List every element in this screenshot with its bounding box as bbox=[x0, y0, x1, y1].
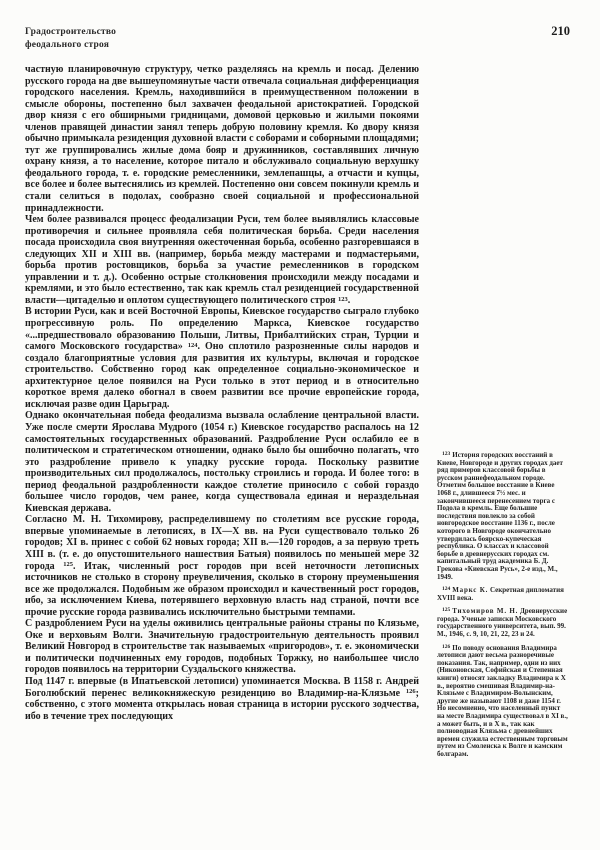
running-header bbox=[25, 26, 116, 52]
paragraph-text: . bbox=[347, 294, 351, 306]
footnote-text: Секретная дипломатия XVIII века. bbox=[437, 586, 564, 602]
footnote-number: 126 bbox=[442, 643, 451, 650]
footnote-text: По поводу основания Владимира летописи дают весьма разноречивые показания. Так, например, одни из них (Никоновская, Софийская и Степенная книги) относят закладку Владимира к X в., вероятно смешивая Владимир-на-Клязьме с Владимиром-Волынским, другие же называют 1108 и даже 1154 г. Но несомненно, что населенный пункт на месте Владимира существовал в XI в., а может быть, и в X в., так как полноводная Клязьма с древнейших времен служила естественным торговым путем из Смоленска к Волге и камским болгарам. bbox=[437, 643, 568, 758]
footnote-125 bbox=[437, 608, 568, 638]
footnote-author: Тихомиров М. Н. bbox=[452, 607, 519, 616]
footnote-number: 123 bbox=[442, 451, 451, 458]
paragraph-text: С раздроблением Руси на уделы оживились центральные районы страны по Клязьме, Оке и верховьям Волги. Значительную градостроительную деятельность проявил Великий Новгород в строительстве так называемых «пригородов», т. е. экономически и политически подчиненных ему городов, подобных Торжку, но наибольшее число городов появилось на территории Суздальского княжества. bbox=[25, 618, 419, 676]
running-header-line1: Градостроительство bbox=[25, 27, 117, 37]
paragraph-text: Под 1147 г. впервые (в Ипатьевской летописи) упоминается Москва. В 1158 г. Андрей Боголюбский перенес великокняжескую резиденцию во Владимир-на-Клязьме bbox=[25, 675, 419, 699]
footnote-number: 125 bbox=[442, 607, 451, 614]
paragraph-text: В истории Руси, как и всей Восточной Европы, Киевское государство сыграло глубоко прогрессивную роль. По определению Маркса, Киевское государство «...предшествовало образованию Польши, Литвы, Прибалтийских стран, Турции и самого Московского государства» bbox=[25, 306, 419, 353]
footnote-text: Древнерусские города. Ученые записки Московского государственного университета, вып. 99. М., 1946, с. 9, 10, 21, 22, 23 и 24. bbox=[437, 607, 568, 639]
body-paragraph bbox=[25, 64, 419, 214]
paragraph-text: . Оно сплотило разрозненные силы народов и создало благоприятные условия для развития их культуры, включая и городское строительство. Собственно город как определенное социально-экономическое и архитектурное целое появился на Руси только в этот период и в относительно короткое время далеко обогнал в своем развитии все прочие европейские города, исключая разве один Царьград. bbox=[25, 341, 419, 410]
footnote-text: История городских восстаний в Киеве, Новгороде и других городах дает ряд примеров классовой борьбы в русском раннефеодальном городе. Отметим большое восстание в Киеве 1068 г., длившееся 7½ мес. и закончившееся перенесением торга с Подола в кремль. Еще большие последствия повлекло за собой новгородское восстание 1136 г., после которого в Новгороде окончательно утвердилась боярско-купеческая республика. О классах и классовой борьбе в древнерусских городах см. капитальный труд академика Б. Д. Грекова «Киевская Русь», 2-е изд., М., 1949. bbox=[437, 451, 563, 581]
body-paragraph bbox=[25, 618, 419, 676]
footnote-124 bbox=[437, 587, 568, 602]
footnotes-column bbox=[437, 452, 568, 765]
footnote-126 bbox=[437, 645, 568, 759]
main-text-column bbox=[25, 64, 419, 722]
body-paragraph bbox=[25, 514, 419, 618]
footnote-ref-123: 123 bbox=[338, 295, 348, 303]
paragraph-text: Чем более развивался процесс феодализации Руси, тем более выявлялись классовые противоречия и сильнее проявляла себя политическая борьба. Среди населения посада происходила своя внутренняя ожесточенная борьба, особенно разгоревшаяся в следующих XII и XIII вв. (например, борьба между мастерами и подмастерьями, борьба против ростовщиков, борьба за участие ремесленников в городском управлении и т. д.). Особенно острые столкновения происходили между посадами и кремлями, и это было естественно, так как кремль стал резиденцией государственной власти—цитаделью и оплотом существующего политического строя bbox=[25, 214, 419, 306]
body-paragraph bbox=[25, 306, 419, 410]
page-number: 210 bbox=[551, 24, 570, 38]
body-paragraph bbox=[25, 410, 419, 514]
paragraph-text: частную планировочную структуру, четко разделяясь на кремль и посад. Делению русского города на две вышеупомянутые части отвечала социальная дифференциация городского населения. Кремль, находившийся в преимущественном положении в смысле обороны, постепенно был захвачен феодальной аристократией. Городской двор князя с его обширными гридницами, домовой церковью и жилыми покоями членов правящей династии занял теперь добрую половину кремля. Ко двору князя обычно примыкала резиденция духовной власти с соборами и соборными площадями; тут же группировались жилые дома бояр и дружинников, составлявших личную охрану князя, а то население, которое питало и обслуживало социальную верхушку феодального города, т. е. городские ремесленники, землепашцы, а отчасти и купцы, все более и более вытеснялись из кремлей. Постепенно они совсем покинули кремль и стали селиться в подолах, сообразно своей социальной и профессиональной принадлежности. bbox=[25, 64, 419, 214]
running-header-line2: феодального строя bbox=[25, 40, 110, 50]
footnote-number: 124 bbox=[442, 586, 451, 593]
paragraph-text: Согласно М. Н. Тихомирову, распределившему по столетиям все русские города, впервые упоминаемые в летописях, в IX—X вв. на Руси существовало только 26 городов; XI в. принес с собой 62 новых города; XII в.—120 городов, а за первую треть XIII в. (т. е. до опустошительного нашествия Батыя) появилось по меньшей мере 32 города bbox=[25, 514, 419, 572]
paragraph-text: . Итак, численный рост городов при всей неточности летописных источников не столько в сторону преувеличения, сколько в сторону преуменьшения все же продолжался. Подобным же образом происходил и качественный рост городов, ибо, за исключением Киева, потерявшего верховную власть над страной, почти все прочие русские города развивались исключительно быстрыми темпами. bbox=[25, 560, 419, 618]
body-paragraph bbox=[25, 676, 419, 722]
footnote-author: Маркс К. bbox=[452, 586, 489, 595]
paragraph-text: Однако окончательная победа феодализма вызвала ослабление центральной власти. Уже после смерти Ярослава Мудрого (1054 г.) Киевское государство распалось на 12 самостоятельных государственных образований. Раздробление Руси ослабило ее в политическом и стратегическом отношении, однако было бы ошибочно полагать, что это раздробление привело к упадку русские города. Поскольку развитие производительных сил продолжалось, постольку строились и города. И более того: в период феодальной раздробленности каждое столетие приносило с собой гораздо большее число городов, чем ранее, когда существовала единая и нераздельная Киевская держава. bbox=[25, 410, 419, 514]
body-paragraph bbox=[25, 214, 419, 306]
paragraph-text: ; собственно, с этого момента открылась новая страница в истории русского зодчества, ибо в течение трех последующих bbox=[25, 687, 419, 722]
footnote-ref-124: 124 bbox=[187, 341, 198, 349]
footnote-ref-125: 125 bbox=[63, 561, 73, 569]
footnote-ref-126: 126 bbox=[405, 688, 416, 696]
footnote-123 bbox=[437, 452, 568, 581]
